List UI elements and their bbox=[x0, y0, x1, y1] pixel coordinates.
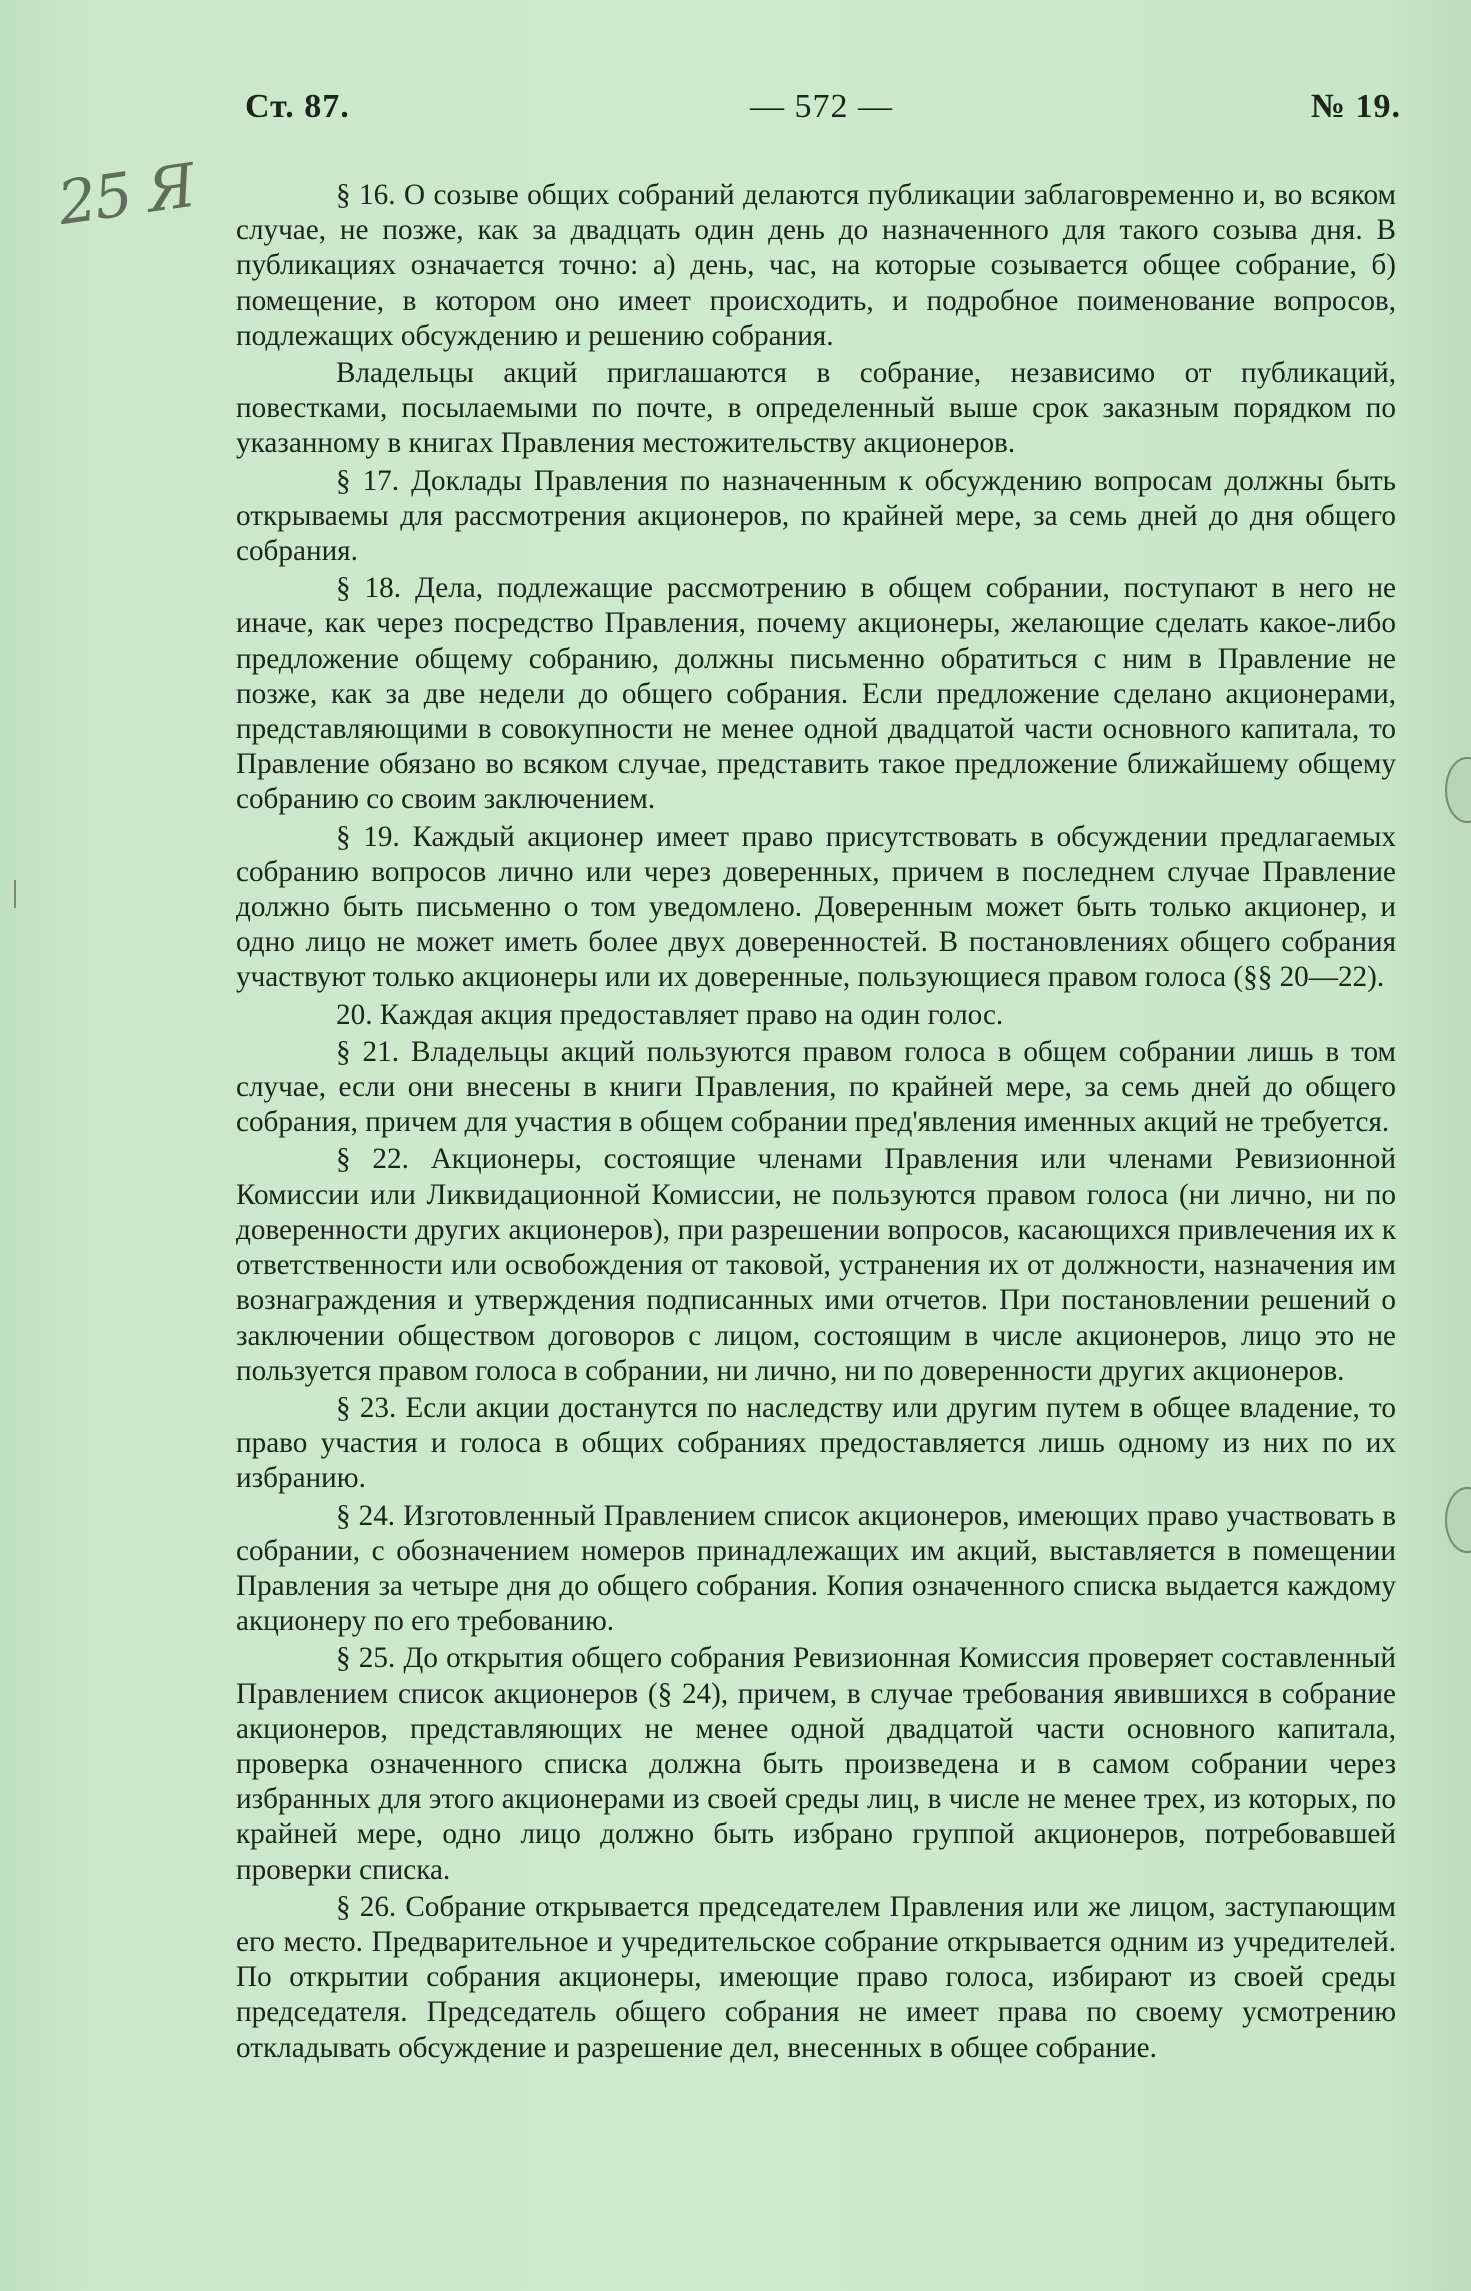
document-body bbox=[236, 178, 1396, 2068]
handwritten-annotation: 25 Я bbox=[53, 150, 199, 240]
page-header bbox=[245, 88, 1401, 138]
margin-mark bbox=[14, 880, 16, 908]
paragraph-26: § 26. Собрание открывается председателем Правления или же лицом, заступающим его место. Предварительное и учредительское собрание открывается одним из учредителей. По открытии собрания акционеры, имеющие право голоса, избирают из своей среды председателя. Председатель общего собрания не имеет права по своему усмотрению откладывать обсуждение и разрешение дел, внесенных в общее собрание. bbox=[236, 1890, 1396, 2064]
page-number: — 572 — bbox=[750, 88, 893, 125]
article-number: Ст. 87. bbox=[245, 88, 350, 125]
paragraph-16-owners: Владельцы акций приглашаются в собрание, независимо от публикаций, повестками, посылаемыми по почте, в определенный выше срок заказным порядком по указанному в книгах Правления местожительству акционеров. bbox=[236, 357, 1396, 460]
paragraph-21: § 21. Владельцы акций пользуются правом голоса в общем собрании лишь в том случае, если они внесены в книги Правления, по крайней мере, за семь дней до общего собрания, причем для участия в общем собрании пред'явления именных акций не требуется. bbox=[236, 1035, 1396, 1139]
binding-hole-icon bbox=[1445, 757, 1471, 823]
paragraph-18: § 18. Дела, подлежащие рассмотрению в общем собрании, поступают в него не иначе, как через посредство Правления, почему акционеры, желающие сделать какое-либо предложение общему собранию, должны письменно обратиться с ним в Правление не позже, как за две недели до общего собрания. Если предложение сделано акционерами, представляющими в совокупности не менее одной двадцатой части основного капитала, то Правление обязано во всяком случае, представить такое предложение ближайшему общему собранию со своим заключением. bbox=[236, 572, 1396, 816]
paragraph-25: § 25. До открытия общего собрания Ревизионная Комиссия проверяет составленный Правлением список акционеров (§ 24), причем, в случае требования явившихся в собрание акционеров, представляющих не менее одной двадцатой части основного капитала, проверка означенного списка должна быть произведена и в самом собрании через избранных для этого акционерами из своей среды лиц, в числе не менее трех, из которых, по крайней мере, одно лицо должно быть избрано группой акционеров, потребовавшей проверки списка. bbox=[236, 1642, 1396, 1886]
paragraph-16: § 16. О созыве общих собраний делаются публикации заблаговременно и, во всяком случае, не позже, как за двадцать один день до назначенного для такого созыва дня. В публикациях означается точно: а) день, час, на которые созывается общее собрание, б) помещение, в котором оно имеет происходить, и подробное поименование вопросов, подлежащих обсуждению и решению собрания. bbox=[236, 179, 1396, 352]
issue-number: № 19. bbox=[1310, 88, 1401, 125]
paragraph-20: 20. Каждая акция предоставляет право на один голос. bbox=[336, 998, 1004, 1031]
paragraph-23: § 23. Если акции достанутся по наследству или другим путем в общее владение, то право участия и голоса в общих собраниях предоставляется лишь одному из них по их избранию. bbox=[236, 1391, 1396, 1495]
paragraph-19: § 19. Каждый акционер имеет право присутствовать в обсуждении предлагаемых собранию вопросов лично или через доверенных, причем в последнем случае Правление должно быть письменно о том уведомлено. Доверенным может быть только акционер, и одно лицо не может иметь более двух доверенностей. В постановлениях общего собрания участвуют только акционеры или их доверенные, пользующиеся правом голоса (§§ 20—22). bbox=[236, 820, 1396, 994]
paragraph-22: § 22. Акционеры, состоящие членами Правления или членами Ревизионной Комиссии или Ликвидационной Комиссии, не пользуются правом голоса (ни лично, ни по доверенности других акционеров), при разрешении вопросов, касающихся привлечения их к ответственности или освобождения от таковой, устранения их от должности, назначения им вознаграждения и утверждения подписанных ими отчетов. При постановлении решений о заключении обществом договоров с лицом, состоящим в числе акционеров, лицо это не пользуется правом голоса в собрании, ни лично, ни по доверенности других акционеров. bbox=[236, 1143, 1396, 1387]
paragraph-17: § 17. Доклады Правления по назначенным к обсуждению вопросам должны быть открываемы для рассмотрения акционеров, по крайней мере, за семь дней до дня общего собрания. bbox=[236, 464, 1396, 568]
binding-hole-icon bbox=[1445, 1487, 1471, 1553]
paragraph-24: § 24. Изготовленный Правлением список акционеров, имеющих право участвовать в собрании, с обозначением номеров принадлежащих им акций, выставляется в помещении Правления за четыре дня до общего собрания. Копия означенного списка выдается каждому акционеру по его требованию. bbox=[236, 1499, 1396, 1638]
